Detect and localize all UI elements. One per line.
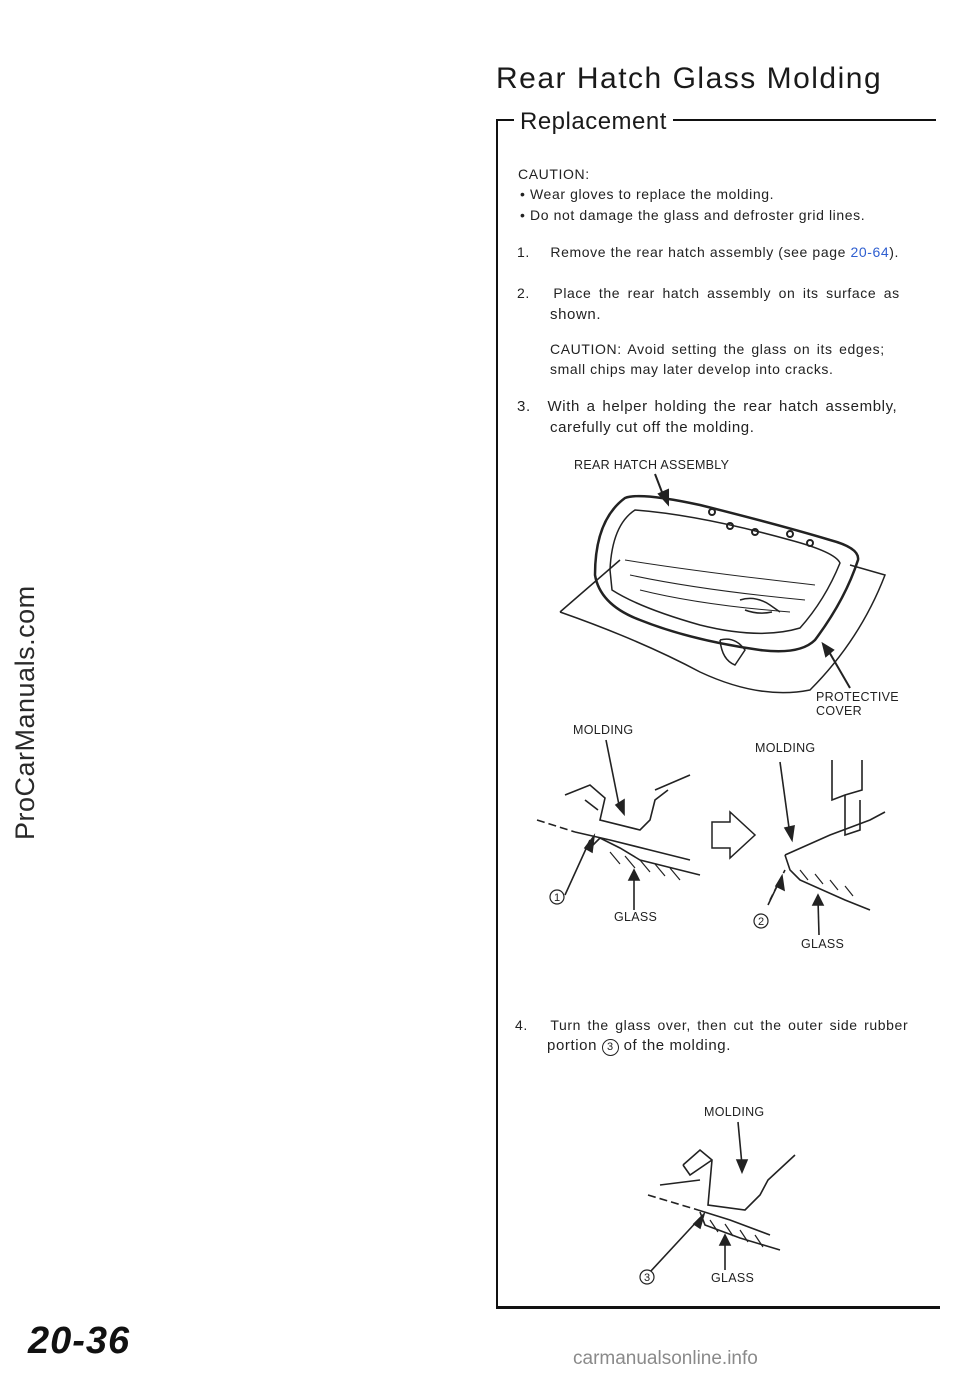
page-number: 20-36	[28, 1320, 131, 1362]
step-number: 3.	[517, 398, 531, 415]
callout-1: 1	[553, 892, 561, 904]
label-rear-hatch-assembly: REAR HATCH ASSEMBLY	[574, 458, 730, 472]
footer-watermark: carmanualsonline.info	[573, 1348, 758, 1369]
label-protective-cover: PROTECTIVE COVER	[816, 690, 899, 718]
caution-heading: CAUTION:	[518, 166, 590, 182]
callout-3-inline: 3	[602, 1039, 619, 1056]
step-3-line2: carefully cut off the molding.	[550, 419, 755, 436]
label-glass-right: GLASS	[801, 937, 845, 951]
step-text-end: ).	[889, 244, 900, 260]
step-number: 1.	[517, 244, 530, 260]
label-molding-left: MOLDING	[573, 723, 634, 737]
label-glass-left: GLASS	[614, 910, 658, 924]
callout-3: 3	[643, 1272, 651, 1284]
caution-item: • Wear gloves to replace the molding.	[520, 186, 775, 202]
step-2-caution-line2: small chips may later develop into cracks.	[550, 361, 834, 377]
label-molding-bottom: MOLDING	[704, 1105, 765, 1119]
step-text: Turn the glass over, then cut the outer side rubber	[550, 1017, 909, 1033]
callout-2: 2	[757, 916, 765, 928]
side-watermark: ProCarManuals.com	[10, 585, 40, 840]
section-subtitle: Replacement	[514, 108, 673, 136]
label-glass-bottom: GLASS	[711, 1271, 755, 1285]
step-4-line2: portion 3 of the molding.	[547, 1037, 732, 1054]
step-text: With a helper holding the rear hatch assembly,	[547, 398, 898, 415]
page-title: Rear Hatch Glass Molding	[496, 62, 883, 95]
page-link[interactable]: 20-64	[850, 244, 890, 260]
caution-item: • Do not damage the glass and defroster grid lines.	[520, 207, 866, 223]
step-text: Remove the rear hatch assembly (see page	[550, 244, 851, 260]
step-2-line2: shown.	[550, 306, 602, 323]
label-molding-right: MOLDING	[755, 741, 816, 755]
step-number: 4.	[515, 1017, 528, 1033]
step-text: Place the rear hatch assembly on its surface as	[553, 285, 900, 301]
step-2-caution-line1: CAUTION: Avoid setting the glass on its edges;	[550, 341, 885, 357]
step-number: 2.	[517, 285, 530, 301]
